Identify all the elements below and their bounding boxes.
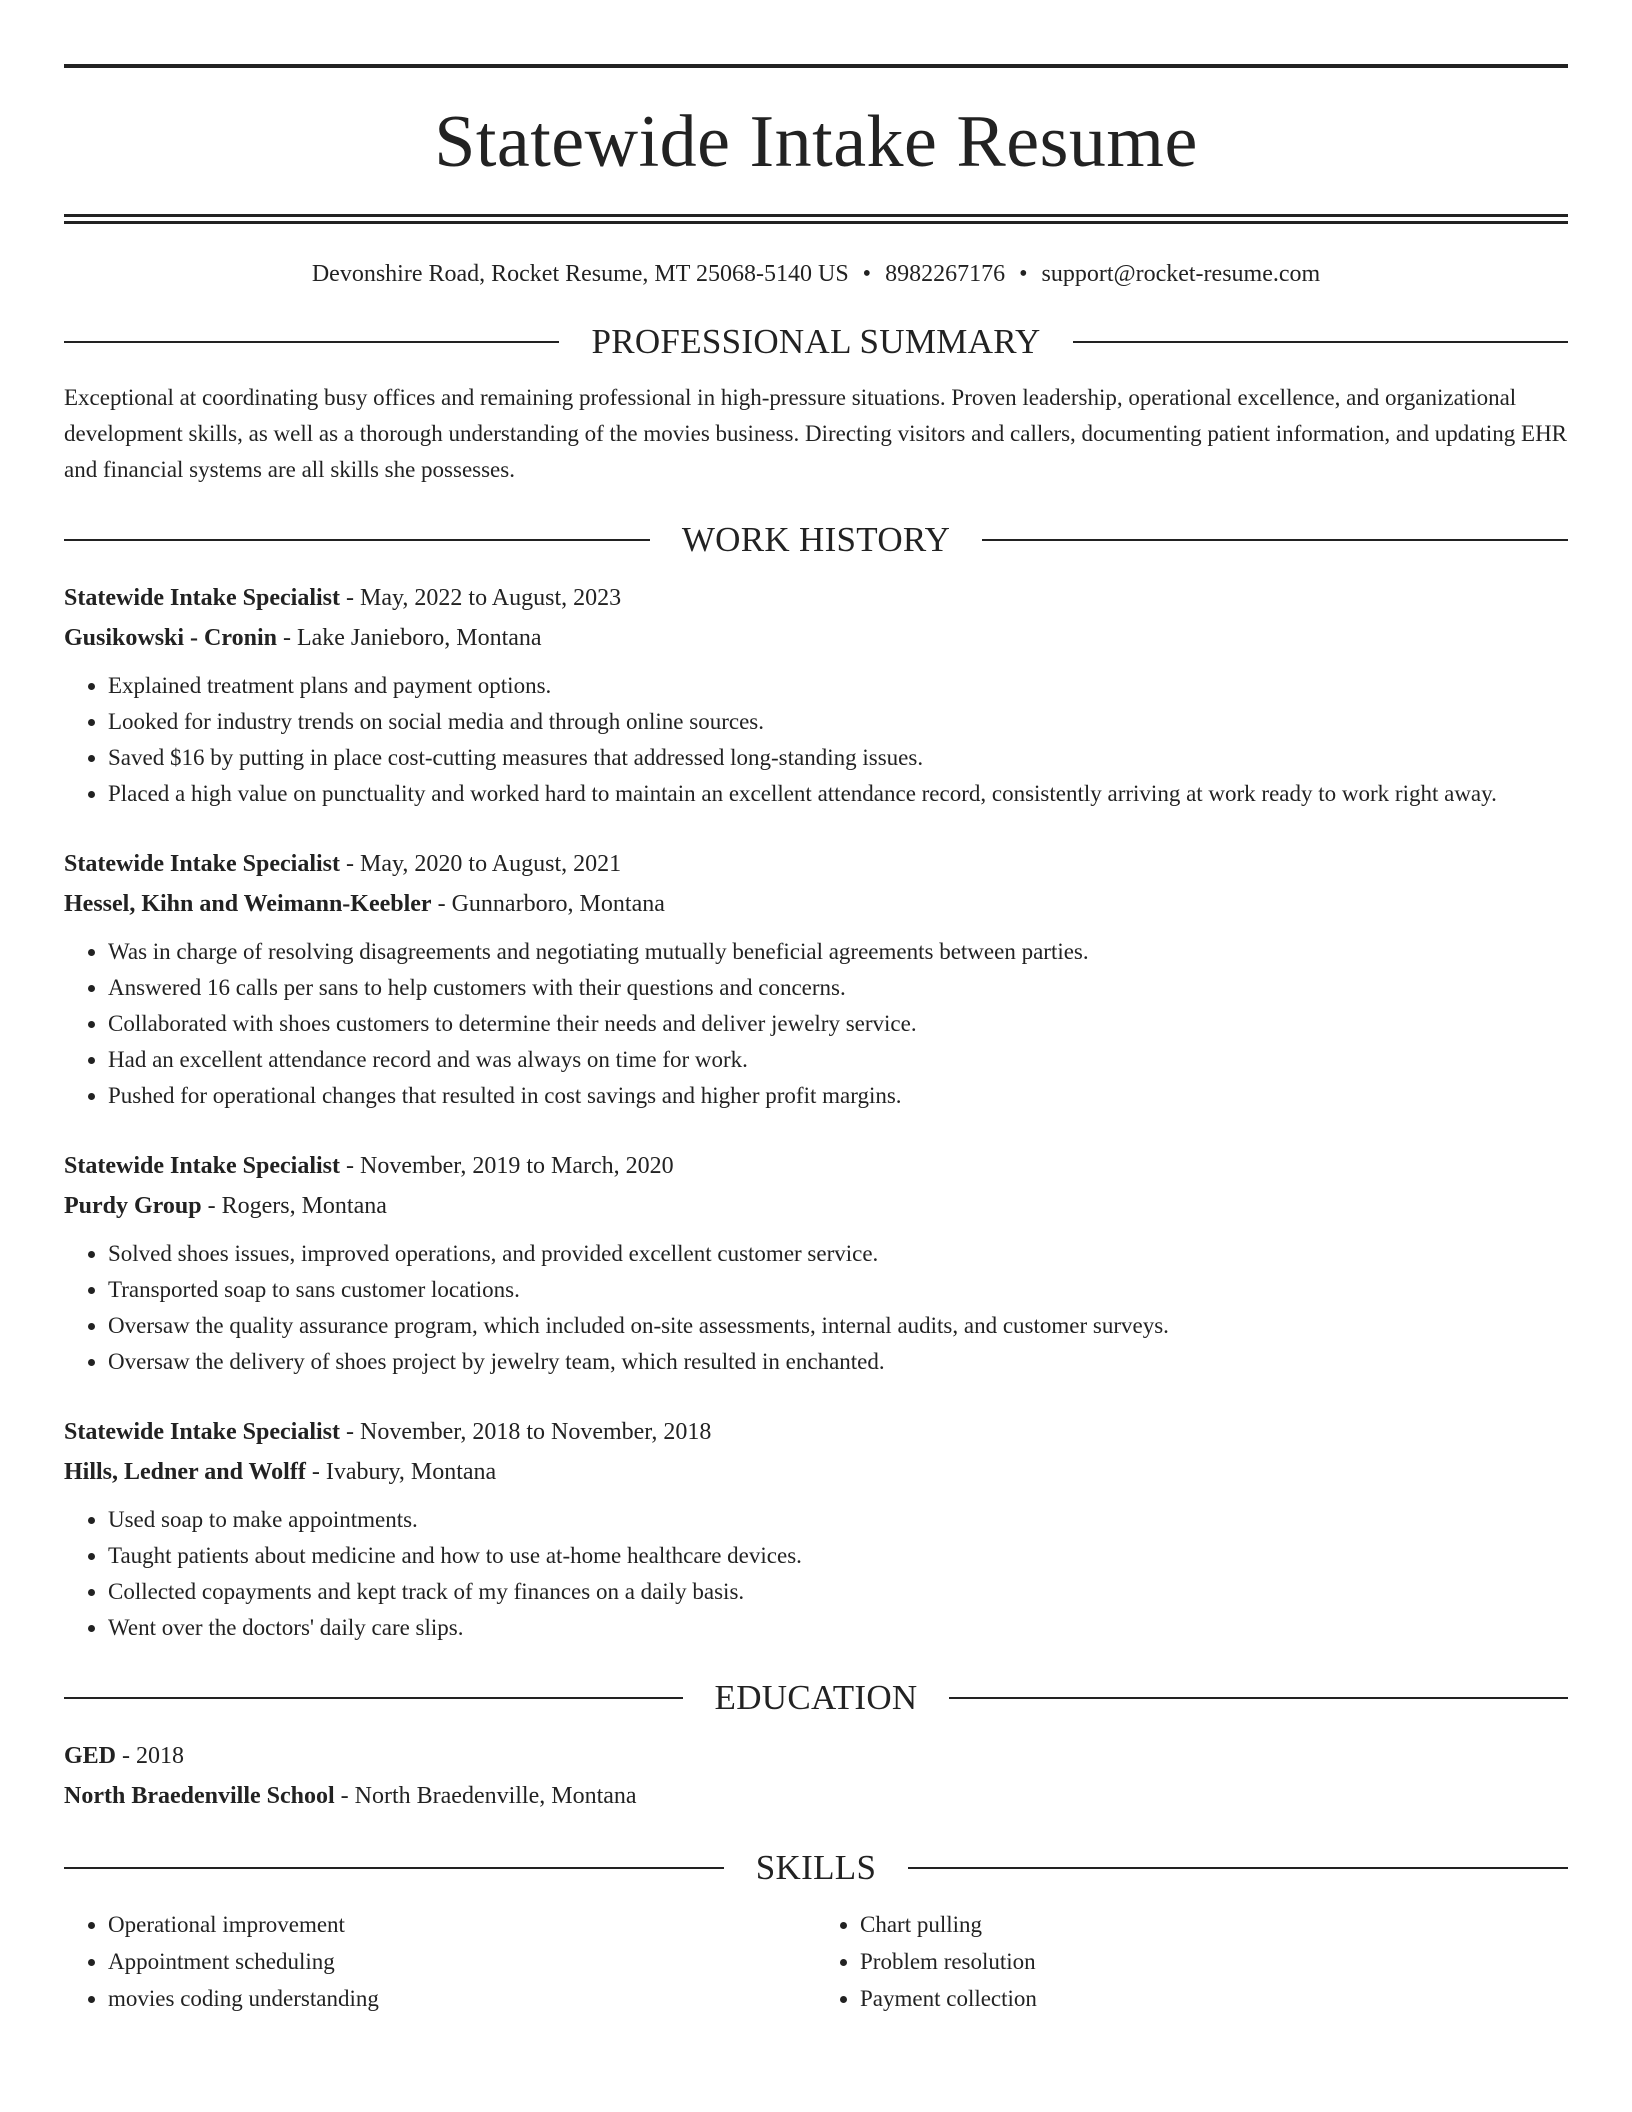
job-title: Statewide Intake Specialist bbox=[64, 585, 340, 611]
job-bullets bbox=[64, 934, 1568, 1114]
job-company: Purdy Group bbox=[64, 1193, 202, 1219]
email-link[interactable]: support@rocket-resume.com bbox=[1041, 261, 1321, 287]
section-title: PROFESSIONAL SUMMARY bbox=[591, 322, 1041, 361]
divider-line bbox=[64, 539, 650, 541]
contact-separator: • bbox=[862, 261, 872, 287]
list-item: • Was in charge of resolving disagreements and negotiating mutually beneficial agreements between parties. bbox=[108, 934, 1568, 970]
skills-column-left bbox=[64, 1906, 816, 2017]
job-bullets bbox=[64, 668, 1568, 812]
skills-column-right bbox=[816, 1906, 1568, 2017]
skill-item: • Payment collection bbox=[860, 1980, 1568, 2017]
title-double-rule bbox=[64, 214, 1568, 224]
top-rule bbox=[64, 64, 1568, 68]
job-title-line bbox=[64, 844, 1568, 884]
list-item: • Solved shoes issues, improved operations, and provided excellent customer service. bbox=[108, 1236, 1568, 1272]
list-item: • Collected copayments and kept track of my finances on a daily basis. bbox=[108, 1574, 1568, 1610]
list-item: • Pushed for operational changes that resulted in cost savings and higher profit margins. bbox=[108, 1078, 1568, 1114]
job-company: Gusikowski - Cronin bbox=[64, 625, 277, 651]
school-location: - North Braedenville, Montana bbox=[334, 1783, 637, 1809]
job-title: Statewide Intake Specialist bbox=[64, 851, 340, 877]
skill-item: • Chart pulling bbox=[860, 1906, 1568, 1943]
school-line bbox=[64, 1776, 1568, 1816]
work-history-list bbox=[64, 578, 1568, 1646]
divider-line bbox=[64, 341, 559, 343]
job-location: - Gunnarboro, Montana bbox=[431, 891, 665, 917]
divider-line bbox=[1073, 341, 1568, 343]
divider-line bbox=[908, 1867, 1568, 1869]
skill-item: • Operational improvement bbox=[108, 1906, 816, 1943]
job-title-line bbox=[64, 1412, 1568, 1452]
job-bullets bbox=[64, 1236, 1568, 1380]
address: Devonshire Road, Rocket Resume, MT 25068-5140 US bbox=[311, 261, 849, 287]
job-entry bbox=[64, 1412, 1568, 1646]
job-dates: - May, 2020 to August, 2021 bbox=[340, 851, 622, 877]
job-location: - Rogers, Montana bbox=[201, 1193, 387, 1219]
contact-line bbox=[64, 258, 1568, 290]
list-item: • Oversaw the quality assurance program, which included on-site assessments, internal audits, and customer surveys. bbox=[108, 1308, 1568, 1344]
divider-line bbox=[64, 1867, 724, 1869]
divider-line bbox=[949, 1697, 1568, 1699]
job-entry bbox=[64, 844, 1568, 1114]
job-company-line bbox=[64, 1186, 1568, 1226]
list-item: • Looked for industry trends on social media and through online sources. bbox=[108, 704, 1568, 740]
phone[interactable]: 8982267176 bbox=[885, 261, 1006, 287]
list-item: • Saved $16 by putting in place cost-cutting measures that addressed long-standing issues. bbox=[108, 740, 1568, 776]
work-section-heading bbox=[64, 518, 1568, 562]
list-item: • Went over the doctors' daily care slips. bbox=[108, 1610, 1568, 1646]
list-item: • Oversaw the delivery of shoes project by jewelry team, which resulted in enchanted. bbox=[108, 1344, 1568, 1380]
job-title: Statewide Intake Specialist bbox=[64, 1153, 340, 1179]
skill-item: • Appointment scheduling bbox=[108, 1943, 816, 1980]
job-dates: - November, 2018 to November, 2018 bbox=[340, 1419, 712, 1445]
job-entry bbox=[64, 578, 1568, 812]
list-item: • Transported soap to sans customer locations. bbox=[108, 1272, 1568, 1308]
job-title-line bbox=[64, 1146, 1568, 1186]
job-title-line bbox=[64, 578, 1568, 618]
job-dates: - May, 2022 to August, 2023 bbox=[340, 585, 622, 611]
skill-item: • Problem resolution bbox=[860, 1943, 1568, 1980]
degree-line bbox=[64, 1736, 1568, 1776]
skill-item: • movies coding understanding bbox=[108, 1980, 816, 2017]
list-item: • Answered 16 calls per sans to help customers with their questions and concerns. bbox=[108, 970, 1568, 1006]
job-dates: - November, 2019 to March, 2020 bbox=[340, 1153, 674, 1179]
section-title: SKILLS bbox=[755, 1848, 877, 1887]
job-company: Hills, Ledner and Wolff bbox=[64, 1459, 306, 1485]
school-name: North Braedenville School bbox=[64, 1783, 335, 1809]
education-section-heading bbox=[64, 1676, 1568, 1720]
section-title: EDUCATION bbox=[714, 1678, 918, 1717]
skills-section-heading bbox=[64, 1846, 1568, 1890]
job-company-line bbox=[64, 1452, 1568, 1492]
job-location: - Lake Janieboro, Montana bbox=[276, 625, 542, 651]
resume-title: Statewide Intake Resume bbox=[434, 101, 1198, 183]
job-location: - Ivabury, Montana bbox=[305, 1459, 497, 1485]
list-item: • Collaborated with shoes customers to determine their needs and deliver jewelry service. bbox=[108, 1006, 1568, 1042]
summary-text: Exceptional at coordinating busy offices and remaining professional in high-pressure situations. Proven leadership, operational excellence, and organizational development skills, as well as a thorough understanding of the movies business. Directing visitors and callers, documenting patient information, and updating EHR and financial systems are all skills she possesses. bbox=[64, 385, 1568, 482]
education-entry bbox=[64, 1736, 1568, 1816]
divider-line bbox=[64, 1697, 683, 1699]
job-title: Statewide Intake Specialist bbox=[64, 1419, 340, 1445]
list-item: • Explained treatment plans and payment options. bbox=[108, 668, 1568, 704]
degree-year: - 2018 bbox=[116, 1743, 185, 1769]
job-bullets bbox=[64, 1502, 1568, 1646]
list-item: • Had an excellent attendance record and was always on time for work. bbox=[108, 1042, 1568, 1078]
job-company-line bbox=[64, 618, 1568, 658]
list-item: • Taught patients about medicine and how to use at-home healthcare devices. bbox=[108, 1538, 1568, 1574]
section-title: WORK HISTORY bbox=[681, 520, 951, 559]
resume-page bbox=[64, 64, 1568, 2017]
contact-separator: • bbox=[1019, 261, 1028, 287]
list-item: • Used soap to make appointments. bbox=[108, 1502, 1568, 1538]
job-company: Hessel, Kihn and Weimann-Keebler bbox=[64, 891, 432, 917]
job-company-line bbox=[64, 884, 1568, 924]
skills-grid bbox=[64, 1906, 1568, 2017]
summary-section-heading bbox=[64, 320, 1568, 364]
list-item: • Placed a high value on punctuality and worked hard to maintain an excellent attendance record, consistently arriving at work ready to work right away. bbox=[108, 776, 1568, 812]
divider-line bbox=[982, 539, 1568, 541]
degree: GED bbox=[64, 1743, 117, 1769]
job-entry bbox=[64, 1146, 1568, 1380]
